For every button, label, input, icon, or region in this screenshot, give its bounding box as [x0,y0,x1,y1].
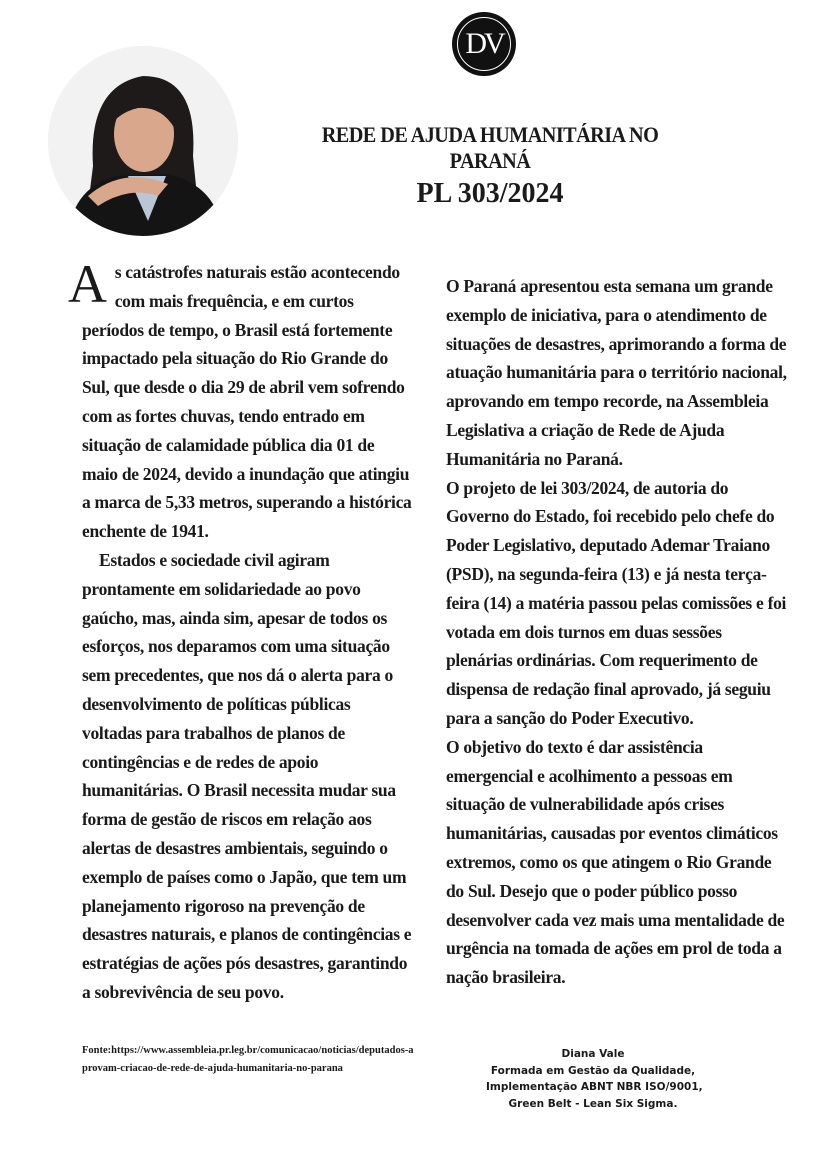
source-link[interactable]: Fonte:https://www.assembleia.pr.leg.br/comunicacao/noticias/deputados-aprovam-criacao-de-rede-de-ajuda-humanitaria-no-parana [82,1045,414,1074]
author-credential-2: Implementação ABNT NBR ISO/9001, [486,1081,703,1093]
left-paragraph-1 [68,254,412,546]
author-portrait-icon [48,46,238,236]
author-signature [486,1046,703,1112]
logo-monogram: DV [465,27,503,60]
author-logo [452,12,516,76]
drop-cap: A [68,254,107,314]
right-paragraph-3: O objetivo do texto é dar assistência emergencial e acolhimento a pessoas em situação de vulnerabilidade após crises humanitárias, causadas por eventos climáticos extremos, como os que atingem o Rio Grande do Sul. Desejo que o poder público posso desenvolver cada vez mais uma mentalidade de urgência na tomada de ações em prol de toda a nação brasileira. [446,736,785,988]
left-paragraph-1-text: s catástrofes naturais estão acontecendo com mais frequência, e em curtos períodos de tempo, o Brasil está fortemente impactado pela situação do Rio Grande do Sul, que desde o dia 29 de abril vem sofrendo com as fortes chuvas, tendo entrado em situação de calamidade pública dia 01 de maio de 2024, devido a inundação que atingiu a marca de 5,33 metros, superando a histórica enchente de 1941. [82,262,412,542]
author-name: Diana Vale [561,1048,625,1060]
author-credential-1: Formada em Gestão da Qualidade, [490,1064,696,1077]
logo-ring [457,17,511,71]
left-column [68,254,412,1007]
article-subtitle: PL 303/2024 [416,178,564,209]
article-title: REDE DE AJUDA HUMANITÁRIA NO PARANÁ [321,122,659,173]
left-paragraph-2: Estados e sociedade civil agiram prontamente em solidariedade ao povo gaúcho, mas, ainda sim, apesar de todos os esforços, nos deparamos com uma situação sem precedentes, que nos dá o alerta para o desenvolvimento de políticas públicas voltadas para trabalhos de planos de contingências e de redes de apoio humanitárias. O Brasil necessita mudar sua forma de gestão de riscos em relação aos alertas de desastres ambientais, seguindo o exemplo de países como o Japão, que tem um planejamento rigoroso na prevenção de desastres naturais, e planos de contingências e estratégias de ações pós desastres, garantindo a sobrevivência de seu povo. [82,549,412,1002]
author-credential-3: Green Belt - Lean Six Sigma. [508,1097,678,1110]
author-photo [48,46,238,236]
right-column [446,272,791,992]
right-paragraph-2: O projeto de lei 303/2024, de autoria do Governo do Estado, foi recebido pelo chefe do Poder Legislativo, deputado Ademar Traiano (PSD), na segunda-feira (13) e já nesta terça-feira (14) a matéria passou pelas comissões e foi votada em dois turnos em duas sessões plenárias ordinárias. Com requerimento de dispensa de redação final aprovado, já seguiu para a sanção do Poder Executivo. [446,477,787,728]
right-paragraph-1: O Paraná apresentou esta semana um grande exemplo de iniciativa, para o atendimento de situações de desastres, aprimorando a forma de atuação humanitária para o território nacional, aprovando em tempo recorde, na Assembleia Legislativa a criação de Rede de Ajuda Humanitária no Paraná. [446,276,787,469]
